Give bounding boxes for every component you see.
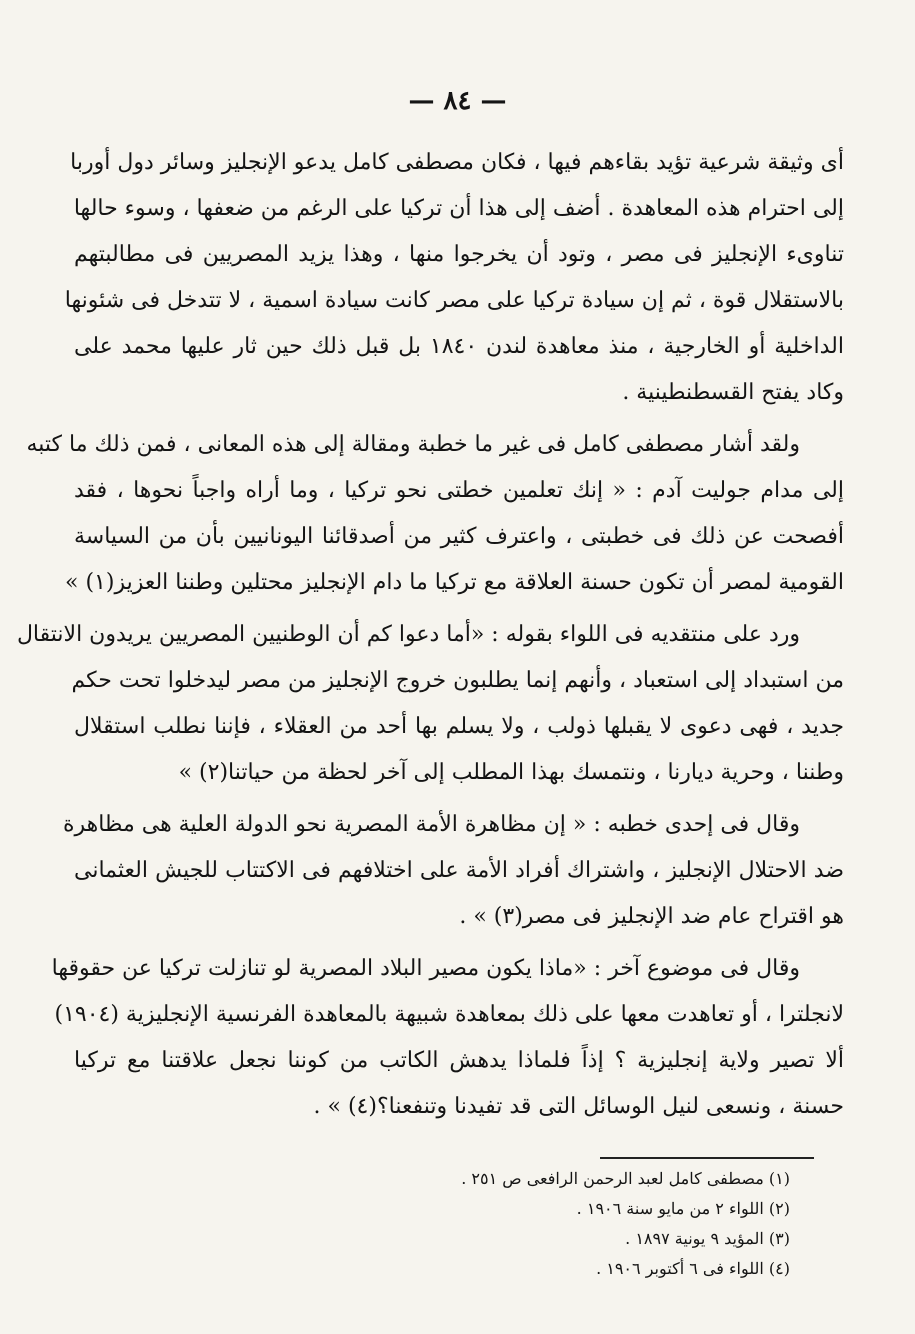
- text-line: ألا تصير ولاية إنجليزية ؟ إذاً فلماذا يدهش الكاتب من كوننا نجعل علاقتنا مع تركيا: [74, 1048, 844, 1073]
- text-line: وقال فى إحدى خطبه : « إن مظاهرة الأمة المصرية نحو الدولة العلية هى مظاهرة: [62, 812, 800, 837]
- paragraph: [64, 140, 844, 416]
- text-line: تناوىء الإنجليز فى مصر ، وتود أن يخرجوا منها ، وهذا يزيد المصريين فى مطالبتهم: [74, 242, 844, 267]
- text-line: لانجلترا ، أو تعاهدت معها على ذلك بمعاهدة شبيهة بالمعاهدة الفرنسية الإنجليزية (١٩٠٤): [54, 1002, 844, 1027]
- text-line: وكاد يفتح القسطنطينية .: [622, 380, 844, 405]
- footnote: (٢) اللواء ٢ من مايو سنة ١٩٠٦ .: [576, 1199, 790, 1218]
- paragraph: [16, 612, 844, 796]
- text-line: القومية لمصر أن تكون حسنة العلاقة مع تركيا ما دام الإنجليز محتلين وطننا العزيز(١) »: [65, 570, 844, 595]
- text-line: ضد الاحتلال الإنجليز ، واشتراك أفراد الأمة على اختلافهم فى الاكتتاب للجيش العثمانى: [74, 858, 844, 883]
- text-line: ولقد أشار مصطفى كامل فى غير ما خطبة ومقالة إلى هذه المعانى ، فمن ذلك ما كتبه: [26, 432, 800, 457]
- text-line: هو اقتراح عام ضد الإنجليز فى مصر(٣) » .: [459, 904, 844, 929]
- text-line: إلى احترام هذه المعاهدة . أضف إلى هذا أن تركيا على الرغم من ضعفها ، وسوء حالها: [73, 196, 844, 221]
- footnote: (١) مصطفى كامل لعبد الرحمن الرافعى ص ٢٥١ .: [461, 1169, 790, 1188]
- text-line: أى وثيقة شرعية تؤيد بقاءهم فيها ، فكان مصطفى كامل يدعو الإنجليز وسائر دول أوربا: [70, 150, 844, 175]
- text-line: بالاستقلال قوة ، ثم إن سيادة تركيا على مصر كانت سيادة اسمية ، لا تتدخل فى شئونها: [64, 288, 844, 313]
- paragraph: [51, 946, 844, 1130]
- body-text: [16, 140, 844, 1136]
- footnote: (٣) المؤيد ٩ يونية ١٨٩٧ .: [625, 1229, 790, 1248]
- text-line: ورد على منتقديه فى اللواء بقوله : «أما دعوا كم أن الوطنيين المصريين يريدون الانتقال: [16, 622, 800, 647]
- footnotes: [360, 1164, 790, 1284]
- text-line: جديد ، فهى دعوى لا يقبلها ذولب ، ولا يسلم بها أحد من العقلاء ، فإننا نطلب استقلال: [74, 714, 844, 739]
- footnote: (٤) اللواء فى ٦ أكتوبر ١٩٠٦ .: [596, 1259, 790, 1278]
- text-line: من استبداد إلى استعباد ، وأنهم إنما يطلبون خروج الإنجليز من مصر ليدخلوا تحت حكم: [71, 668, 844, 693]
- page-number: — ٨٤ —: [408, 86, 507, 116]
- text-line: الداخلية أو الخارجية ، منذ معاهدة لندن ١٨٤٠ بل قبل ذلك حين ثار عليها محمد على: [74, 334, 844, 359]
- text-line: وقال فى موضوع آخر : «ماذا يكون مصير البلاد المصرية لو تنازلت تركيا عن حقوقها: [51, 956, 800, 981]
- text-line: أفصحت عن ذلك فى خطبتى ، واعترف كثير من أصدقائنا اليونانيين بأن من السياسة: [74, 524, 844, 549]
- text-line: إلى مدام جوليت آدم : « إنك تعلمين خطتى نحو تركيا ، وما أراه واجباً نحوها ، فقد: [74, 478, 844, 503]
- paragraph: [62, 802, 844, 940]
- text-line: وطننا ، وحرية ديارنا ، ونتمسك بهذا المطلب إلى آخر لحظة من حياتنا(٢) »: [178, 760, 844, 785]
- footnote-divider: [600, 1157, 814, 1159]
- text-line: حسنة ، ونسعى لنيل الوسائل التى قد تفيدنا وتنفعنا؟(٤) » .: [313, 1094, 844, 1119]
- paragraph: [26, 422, 844, 606]
